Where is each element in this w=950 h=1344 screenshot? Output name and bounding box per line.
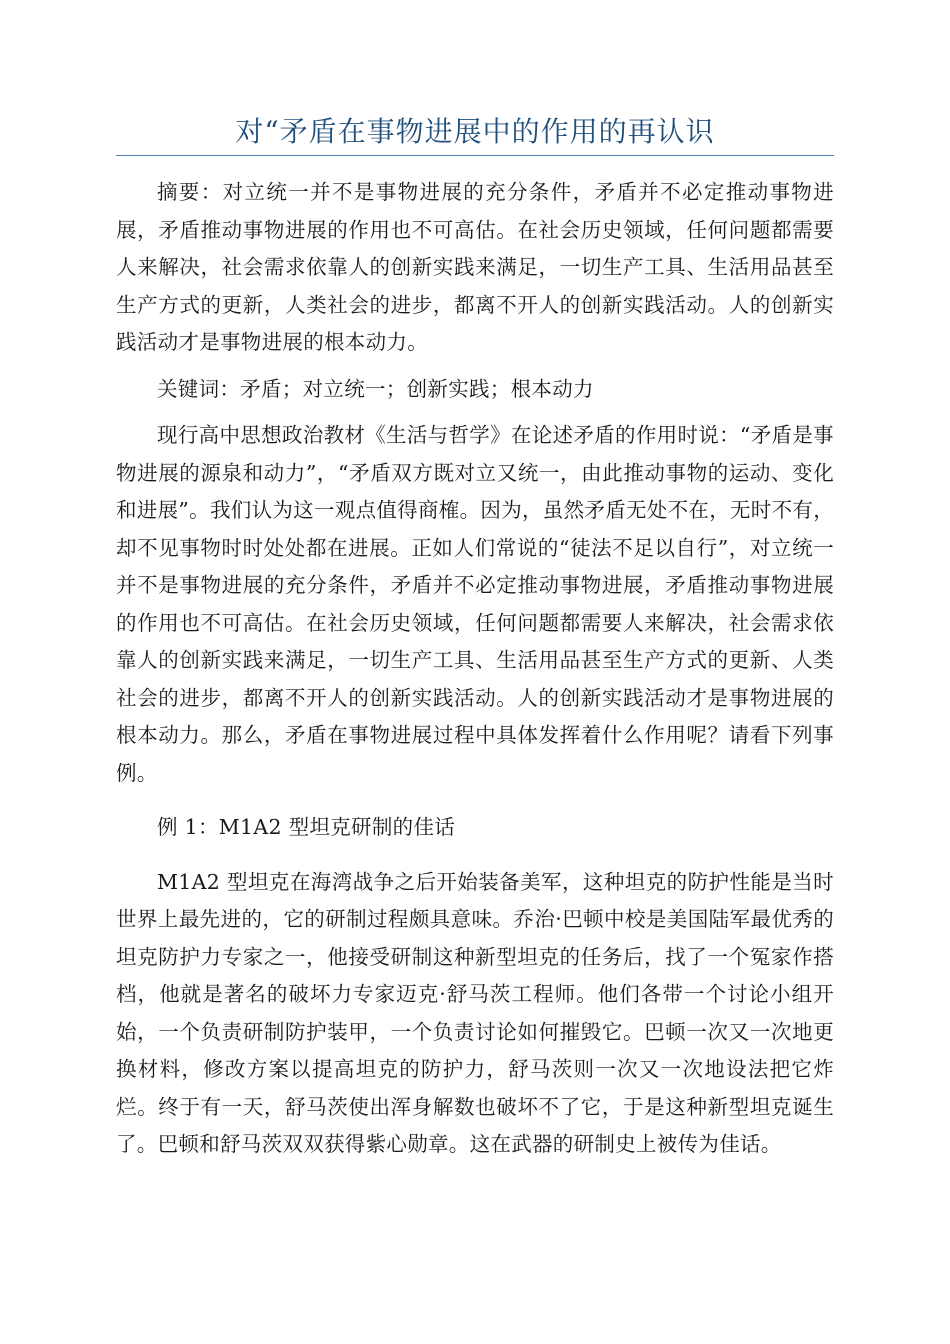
document-body: [116, 174, 834, 1164]
document-title: 对“矛盾在事物进展中的作用的再认识: [235, 115, 715, 148]
body-paragraph-1: 现行高中思想政治教材《生活与哲学》在论述矛盾的作用时说：“矛盾是事物进展的源泉和动力”，“矛盾双方既对立又统一，由此推动事物的运动、变化和进展”。我们认为这一观点值得商榷。因为，虽然矛盾无处不在，无时不有，却不见事物时时处处都在进展。正如人们常说的“徒法不足以自行”，对立统一并不是事物进展的充分条件，矛盾并不必定推动事物进展，矛盾推动事物进展的作用也不可高估。在社会历史领域，任何问题都需要人来解决，社会需求依靠人的创新实践来满足，一切生产工具、生活用品甚至生产方式的更新、人类社会的进步，都离不开人的创新实践活动。人的创新实践活动才是事物进展的根本动力。那么，矛盾在事物进展过程中具体发挥着什么作用呢？请看下列事例。: [116, 423, 834, 785]
keywords-line: 关键词：矛盾；对立统一；创新实践；根本动力: [157, 376, 594, 401]
abstract-paragraph: 摘要：对立统一并不是事物进展的充分条件，矛盾并不必定推动事物进展，矛盾推动事物进展的作用也不可高估。在社会历史领域，任何问题都需要人来解决，社会需求依靠人的创新实践来满足，一切生产工具、生活用品甚至生产方式的更新，人类社会的进步，都离不开人的创新实践活动。人的创新实践活动才是事物进展的根本动力。: [116, 180, 834, 354]
spacer: [116, 847, 834, 864]
spacer: [116, 362, 834, 371]
body-paragraph-2: M1A2 型坦克在海湾战争之后开始装备美军，这种坦克的防护性能是当时世界上最先进的，它的研制过程颇具意味。乔治·巴顿中校是美国陆军最优秀的坦克防护力专家之一，他接受研制这种新型坦克的任务后，找了一个冤家作搭档，他就是著名的破坏力专家迈克·舒马茨工程师。他们各带一个讨论小组开始，一个负责研制防护装甲，一个负责讨论如何摧毁它。巴顿一次又一次地更换材料，修改方案以提高坦克的防护力，舒马茨则一次又一次地设法把它炸烂。终于有一天，舒马茨使出浑身解数也破坏不了它，于是这种新型坦克诞生了。巴顿和舒马茨双双获得紫心勋章。这在武器的研制史上被传为佳话。: [116, 869, 834, 1156]
spacer: [116, 792, 834, 809]
example-heading: 例 1：M1A2 型坦克研制的佳话: [157, 815, 456, 839]
spacer: [116, 408, 834, 417]
title-underline: [116, 155, 834, 156]
